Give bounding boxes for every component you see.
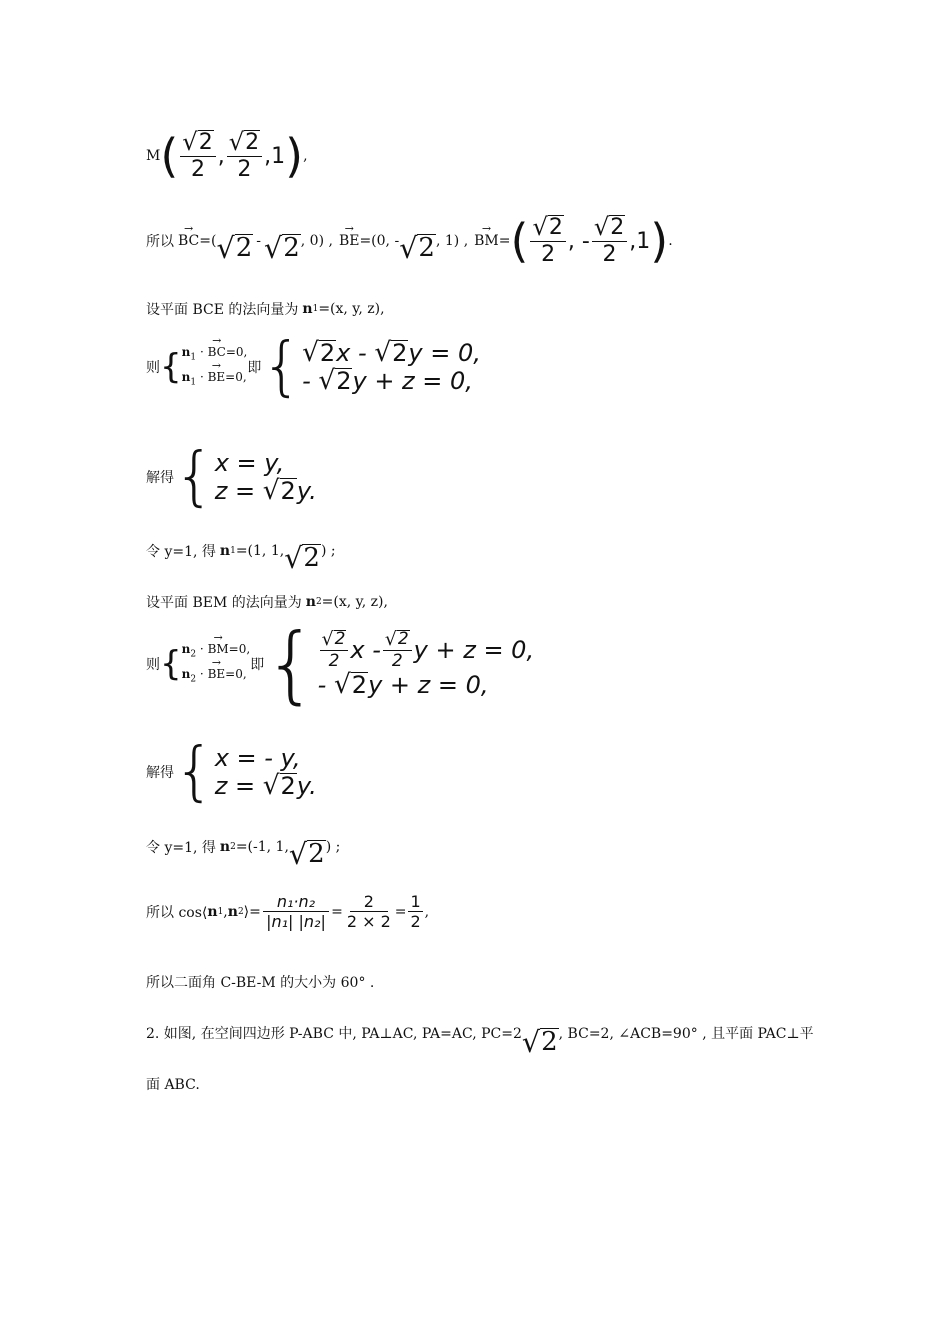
vector-line: 所以 → BC =( √ 2 - √ 2 , 0) , → BE =(0, - √ 2 , 1) , → BM = ( √ 2 2 , - √ 2 2 ,1 ) .: [146, 215, 673, 267]
n1-result: 令 y=1, 得 n 1 =(1, 1, √ 2 ) ;: [146, 541, 336, 575]
fraction: $\frac{2}{2 \times 2}$: [346, 892, 391, 931]
coordinate-m: M ( √ 2 2 , √ 2 2 ,1 ) ,: [146, 128, 308, 183]
fraction: $\frac{1}{2}$: [410, 892, 421, 931]
fraction: √ 2 2: [592, 215, 627, 267]
cos-formula: 所以 cos⟨ n 1 , n 2 ⟩= $\frac{\text{n₁·n₂}}{\text{|n₁| |n₂|}}$ = $\frac{2}{2 \times 2}$ = $\frac{1}{2}$ ,: [146, 892, 430, 931]
system-bce: 则 { $n_1$ · → BC=0, $n_1$ · → BE=0, 即 { √ 2 x - √ 2 y = 0, - √ 2 y + z = 0,: [146, 335, 481, 399]
solution-bem: 解得 { x = - y, z = √ 2 y.: [146, 735, 317, 809]
problem-2-cont: 面 ABC.: [146, 1077, 200, 1093]
solution-bce: 解得 { x = y, z = √ 2 y.: [146, 440, 317, 514]
system-bem: 则 { $n_2$ · → BM=0, $n_2$ · → BE=0, 即 { √ 2 2 x - √ 2 2 y + z = 0, - √ 2 y + z = 0,: [146, 622, 534, 706]
fraction: $\frac{\text{n₁·n₂}}{\text{|n₁| |n₂|}}$: [263, 892, 329, 931]
problem-2: 2. 如图, 在空间四边形 P-ABC 中, PA⊥AC, PA=AC, PC=2 √ 2 , BC=2, ∠ACB=90° , 且平面 PAC⊥平: [146, 1025, 814, 1059]
fraction: √ 2 2: [530, 215, 565, 267]
fraction: √ 2 2: [320, 630, 349, 671]
fraction: √ 2 2: [180, 130, 215, 182]
normal-vector-bem: 设平面 BEM 的法向量为 n 2 =(x, y, z),: [146, 594, 388, 611]
normal-vector-bce: 设平面 BCE 的法向量为 n 1 =(x, y, z),: [146, 301, 385, 318]
fraction: √ 2 2: [383, 630, 412, 671]
conclusion: 所以二面角 C-BE-M 的大小为 60° .: [146, 975, 375, 991]
fraction: √ 2 2: [227, 130, 262, 182]
n2-result: 令 y=1, 得 n 2 =(-1, 1, √ 2 ) ;: [146, 837, 341, 871]
